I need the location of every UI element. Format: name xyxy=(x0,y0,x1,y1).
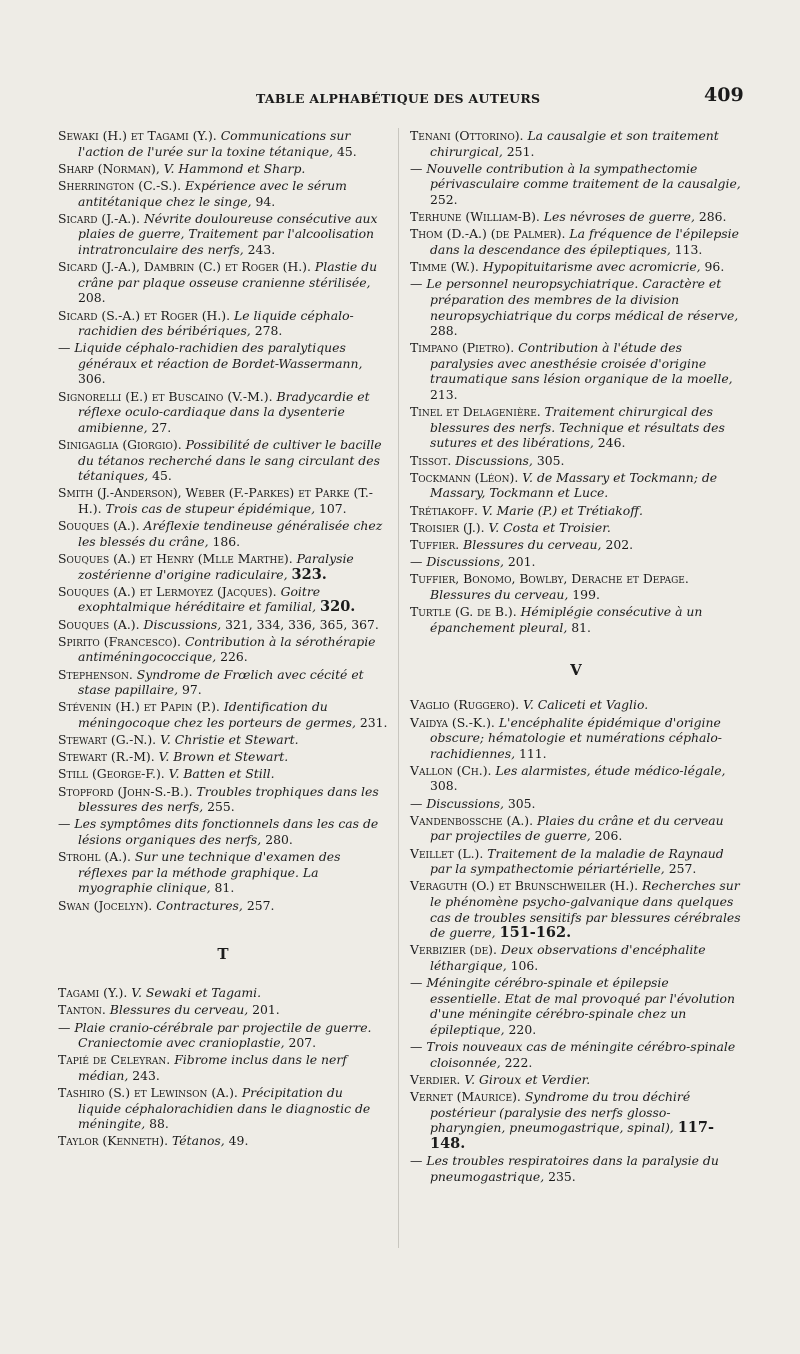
entry-title: La fréquence de l'épilepsie dans la descendance des épileptiques, xyxy=(430,226,739,257)
entry-title: Nouvelle contribution à la sympathectomie périvasculaire comme traitement de la causalgie, xyxy=(426,160,741,192)
index-entry xyxy=(58,1085,388,1132)
entry-title: Les névroses de guerre, xyxy=(543,209,695,225)
entry-author: Tissot. xyxy=(410,452,452,468)
index-entry xyxy=(410,571,742,602)
index-entry xyxy=(410,697,742,713)
entry-pages: 220. xyxy=(508,1021,537,1037)
entry-author: Thom (D.-A.) (de Palmer). xyxy=(410,226,566,242)
index-entry xyxy=(58,1133,388,1149)
index-entry xyxy=(410,276,742,338)
entry-title: Plastie du crâne par plaque osseuse cranienne stérilisée, xyxy=(78,259,378,290)
index-entry xyxy=(410,209,742,225)
entry-pages: 308. xyxy=(430,778,458,794)
index-entry xyxy=(58,699,388,730)
entry-pages: 226. xyxy=(220,649,248,665)
entry-title: Contribution à l'étude des paralysies avec anesthésie croisée d'origine traumatique sans lésion organique de la moelle, xyxy=(430,340,733,387)
entry-title: Aréflexie tendineuse généralisée chez les blessés du crâne, xyxy=(78,518,383,549)
index-entry xyxy=(410,1039,742,1070)
entry-author: Still (George-F.). xyxy=(58,766,165,782)
entry-pages: 206. xyxy=(594,828,623,844)
entry-title: Les troubles respiratoires dans la paralysie du pneumogastrique, xyxy=(426,1153,719,1184)
entry-title: Bradycardie et réflexe oculo-cardiaque dans la dysenterie amibienne, xyxy=(78,388,370,435)
entry-pages: 201. xyxy=(252,1002,280,1018)
entry-title: Goitre exophtalmique héréditaire et familial, xyxy=(78,583,321,615)
running-title: TABLE ALPHABÉTIQUE DES AUTEURS xyxy=(256,91,541,106)
entry-title: V. Costa et Troisier. xyxy=(488,519,611,535)
index-entry xyxy=(410,520,742,536)
entry-pages: 243. xyxy=(132,1067,160,1083)
index-entry xyxy=(58,437,388,484)
entry-title: Les alarmistes, étude médico-légale, xyxy=(495,762,726,778)
entry-author: — xyxy=(410,1039,423,1055)
entry-title: Plaies du crâne et du cerveau par projectiles de guerre, xyxy=(430,812,724,844)
entry-author: Sinigaglia (Giorgio). xyxy=(58,437,182,453)
entry-title: V. Marie (P.) et Trétiakoff. xyxy=(481,502,643,518)
index-entry xyxy=(410,715,742,762)
entry-pages: 257. xyxy=(668,861,697,877)
entry-pages: 186. xyxy=(212,533,241,549)
entry-title: Sur une technique d'examen des réflexes par la méthode graphique. La myographie clinique, xyxy=(78,849,341,896)
entry-pages: 81. xyxy=(571,619,591,635)
entry-title: Le liquide céphalo-rachidien des béribériques, xyxy=(78,307,354,339)
index-entry xyxy=(410,1089,742,1151)
index-entry xyxy=(58,634,388,665)
entry-title: Fibrome inclus dans le nerf médian, xyxy=(78,1052,347,1083)
index-entry xyxy=(58,1002,388,1018)
index-entry xyxy=(410,604,742,635)
entry-title: Troubles trophiques dans les blessures des nerfs, xyxy=(78,783,379,815)
entry-author: Timme (W.). xyxy=(410,259,479,275)
entry-author: — xyxy=(410,554,423,570)
entry-author: Stephenson. xyxy=(58,666,133,682)
entry-title: V. Sewaki et Tagami. xyxy=(131,985,262,1001)
entry-title: Le personnel neuropsychiatrique. Caractère et préparation des membres de la division neuropsychiatrique du corps médical de réserve, xyxy=(426,276,739,323)
entry-title: Syndrome de Frœlich avec cécité et stase papillaire, xyxy=(78,666,364,698)
entry-pages: 49. xyxy=(228,1133,249,1149)
entry-pages: 222. xyxy=(504,1054,533,1070)
entry-author: Souques (A.). xyxy=(58,616,140,632)
page-number: 409 xyxy=(704,84,744,106)
index-entry xyxy=(410,942,742,973)
entry-author: Troisier (J.). xyxy=(410,519,485,535)
entry-author: Taylor (Kenneth). xyxy=(58,1133,169,1149)
entry-author: Tockmann (Léon). xyxy=(410,469,519,485)
index-entry xyxy=(58,340,388,387)
entry-author: — xyxy=(410,795,423,811)
entries-t xyxy=(58,985,388,1149)
entry-title: Tétanos, xyxy=(171,1133,225,1149)
entry-pages: 27. xyxy=(151,419,172,435)
entry-title: V. Christie et Stewart. xyxy=(160,732,299,748)
entry-pages: 45. xyxy=(152,468,172,484)
entry-pages: 207. xyxy=(288,1035,317,1051)
entries-s xyxy=(58,128,388,913)
entry-pages: 88. xyxy=(149,1116,169,1132)
entry-author: Tenani (Ottorino). xyxy=(410,128,524,143)
entry-title: Plaie cranio-cérébrale par projectile de guerre. Craniectomie avec cranioplastie, xyxy=(74,1019,372,1051)
entry-title: V. Hammond et Sharp. xyxy=(163,160,306,176)
right-column xyxy=(410,128,742,1186)
index-entry xyxy=(58,985,388,1001)
index-entry xyxy=(410,226,742,257)
index-entry xyxy=(58,898,388,914)
section-letter-v: V xyxy=(570,661,582,680)
entry-author: Souques (A.) et Lermoyez (Jacques). xyxy=(58,583,277,599)
entry-author: Signorelli (E.) et Buscaino (V.-M.). xyxy=(58,388,273,404)
entry-author: Sherrington (C.-S.). xyxy=(58,177,182,193)
section-letter-t: T xyxy=(217,945,229,964)
entry-pages: 199. xyxy=(572,586,600,602)
entry-pages-bold: 151-162. xyxy=(499,924,572,942)
entry-title: Paralysie zostérienne d'origine radiculaire, xyxy=(78,550,354,582)
entry-pages: 278. xyxy=(254,323,283,339)
entry-author: Vaglio (Ruggero). xyxy=(410,697,520,713)
entry-title: Hémiplégie consécutive à un épanchement pleural, xyxy=(430,604,703,635)
index-entry xyxy=(410,554,742,570)
entry-pages: 243. xyxy=(247,241,276,257)
entry-author: Veillet (L.). xyxy=(410,845,484,861)
entry-pages: 321, 334, 336, 365, 367. xyxy=(225,616,379,632)
entry-author: Terhune (William-B). xyxy=(410,209,540,225)
entry-title: V. Giroux et Verdier. xyxy=(464,1071,591,1087)
entry-author: Tapié de Celeyran. xyxy=(58,1052,171,1068)
entry-title: Expérience avec le sérum antitétanique chez le singe, xyxy=(78,177,347,209)
entry-pages: 208. xyxy=(78,290,106,306)
index-entry xyxy=(410,404,742,451)
entry-pages: 252. xyxy=(430,191,458,207)
entry-title: L'encéphalite épidémique d'origine obscure; hématologie et numérations céphalo-rachidiennes, xyxy=(430,714,722,761)
entry-author: Sharp (Norman), xyxy=(58,160,160,176)
entry-pages: 257. xyxy=(246,897,275,913)
index-entry xyxy=(58,161,388,177)
entry-title: Discussions, xyxy=(143,616,222,632)
index-entry xyxy=(410,975,742,1037)
column-divider xyxy=(398,128,399,1248)
index-entry xyxy=(58,551,388,582)
entry-pages: 97. xyxy=(182,682,202,698)
entry-pages: 113. xyxy=(674,241,703,257)
entry-title: V. de Massary et Tockmann; de Massary, Tockmann et Luce. xyxy=(430,469,718,501)
entry-title: Blessures du cerveau, xyxy=(430,586,569,602)
index-entry xyxy=(58,211,388,258)
entry-author: — xyxy=(58,1019,71,1035)
index-entry xyxy=(410,537,742,553)
entry-author: — xyxy=(410,975,423,991)
index-entry xyxy=(58,617,388,633)
entry-author: Souques (A.) et Henry (Mlle Marthe). xyxy=(58,550,293,566)
entry-pages: 235. xyxy=(548,1168,576,1184)
entry-author: Vaidya (S.-K.). xyxy=(410,714,495,730)
entry-pages: 94. xyxy=(255,193,276,209)
entry-author: Verbizier (de). xyxy=(410,942,497,958)
entry-author: — xyxy=(410,1153,423,1169)
entry-title: Liquide céphalo-rachidien des paralytiques généraux et réaction de Bordet-Wassermann, xyxy=(74,340,363,371)
entry-pages: 286. xyxy=(698,209,727,225)
entry-author: Tanton. xyxy=(58,1002,106,1018)
index-entry xyxy=(58,1052,388,1083)
entry-title: Traitement de la maladie de Raynaud par la sympathectomie périartérielle, xyxy=(430,845,724,877)
entry-pages: 106. xyxy=(510,957,539,973)
entry-title: Précipitation du liquide céphalorachidien dans le diagnostic de méningite, xyxy=(78,1085,371,1132)
entry-pages-bold: 320. xyxy=(320,598,356,616)
entry-author: Swan (Jocelyn). xyxy=(58,897,153,913)
entry-title: Contribution à la sérothérapie antiméningococcique, xyxy=(78,633,376,665)
entry-title: Névrite douloureuse consécutive aux plaies de guerre, Traitement par l'alcoolisation intratronculaire des nerfs, xyxy=(78,210,378,257)
entry-author: Trétiakoff. xyxy=(410,502,478,518)
entry-author: — xyxy=(410,276,423,292)
entry-title: Traitement chirurgical des blessures des nerfs. Technique et résultats des sutures et des libérations, xyxy=(430,404,725,451)
entry-pages-bold: 323. xyxy=(291,565,327,583)
entry-title: Identification du méningocoque chez les porteurs de germes, xyxy=(78,699,356,730)
entry-author: Tuffier. xyxy=(410,536,460,552)
entry-author: Souques (A.). xyxy=(58,518,140,534)
index-entry xyxy=(410,813,742,844)
entry-author: Stévenin (H.) et Papin (P.). xyxy=(58,699,220,715)
entry-author: Tagami (Y.). xyxy=(58,985,128,1001)
entry-title: Possibilité de cultiver le bacille du tétanos recherché dans le sang circulant des tétaniques, xyxy=(78,437,382,484)
index-entry xyxy=(58,389,388,436)
entry-title: Les symptômes dits fonctionnels dans les cas de lésions organiques des nerfs, xyxy=(74,816,379,847)
index-entry xyxy=(58,849,388,896)
entry-pages: 251. xyxy=(506,143,535,159)
entry-pages: 288. xyxy=(430,323,458,339)
entry-title: V. Caliceti et Vaglio. xyxy=(523,697,649,713)
entries-t-continued xyxy=(410,128,742,635)
entry-title: La causalgie et son traitement chirurgical, xyxy=(430,128,719,159)
entry-author: Sewaki (H.) et Tagami (Y.). xyxy=(58,128,217,143)
index-entry xyxy=(410,878,742,940)
entry-title: Contractures, xyxy=(156,897,243,913)
entry-title: Communications sur l'action de l'urée sur la toxine tétanique, xyxy=(78,128,351,159)
entry-author: Verdier. xyxy=(410,1071,461,1087)
entry-author: Tashiro (S.) et Lewinson (A.). xyxy=(58,1085,238,1101)
entry-pages: 213. xyxy=(430,387,458,403)
index-entry xyxy=(58,732,388,748)
entry-author: Tinel et Delagenière. xyxy=(410,404,541,420)
entry-pages: 81. xyxy=(214,880,235,896)
entry-title: Discussions, xyxy=(455,452,533,468)
entry-author: Sicard (S.-A.) et Roger (H.). xyxy=(58,307,231,323)
left-column xyxy=(58,128,388,1151)
entry-author: Veraguth (O.) et Brunschweiler (H.). xyxy=(410,878,639,894)
index-entry xyxy=(410,1153,742,1184)
entry-author: Vallon (Ch.). xyxy=(410,762,492,778)
entry-title: Blessures du cerveau, xyxy=(109,1002,249,1018)
entry-author: Spirito (Francesco). xyxy=(58,633,181,649)
index-entry xyxy=(58,259,388,306)
entry-author: Turtle (G. de B.). xyxy=(410,604,517,620)
index-entry xyxy=(410,161,742,208)
entry-author: Vernet (Maurice). xyxy=(410,1089,521,1105)
entry-pages: 111. xyxy=(518,745,547,761)
entry-author: — xyxy=(58,816,71,832)
entry-title: Blessures du cerveau, xyxy=(463,536,602,552)
index-entry xyxy=(410,846,742,877)
index-entry xyxy=(58,128,388,159)
entry-pages: 201. xyxy=(507,554,536,570)
entry-pages: 305. xyxy=(507,795,536,811)
entry-author: Vandenbossche (A.). xyxy=(410,812,534,828)
entry-pages: 280. xyxy=(265,832,293,847)
entry-pages: 231. xyxy=(359,714,388,730)
entry-author: Stewart (R.-M). xyxy=(58,749,155,765)
index-entry xyxy=(58,178,388,209)
index-entry xyxy=(58,784,388,815)
entry-title: Hypopituitarisme avec acromicrie, xyxy=(482,259,701,275)
entry-title: Discussions, xyxy=(426,795,504,811)
entry-author: Smith (J.-Anderson), Weber (F.-Parkes) et Parke (T.-H.). xyxy=(58,485,373,516)
index-entry xyxy=(410,259,742,275)
index-entry xyxy=(410,1072,742,1088)
index-entry xyxy=(58,308,388,339)
entry-pages: 305. xyxy=(536,452,565,468)
entry-author: Stopford (John-S.-B.). xyxy=(58,783,193,799)
entry-title: Trois nouveaux cas de méningite cérébro-spinale cloisonnée, xyxy=(426,1039,736,1070)
index-entry xyxy=(410,796,742,812)
entry-pages: 202. xyxy=(605,536,634,552)
entry-author: Sicard (J.-A.). xyxy=(58,210,140,226)
entry-pages: 107. xyxy=(318,501,347,516)
entry-pages: 246. xyxy=(597,435,626,451)
index-entry xyxy=(58,816,388,847)
entry-author: Sicard (J.-A.), Dambrin (C.) et Roger (H.). xyxy=(58,259,311,275)
index-entry xyxy=(58,667,388,698)
entry-author: Stewart (G.-N.). xyxy=(58,732,157,748)
entry-title: Recherches sur le phénomène psycho-galvanique dans quelques cas de troubles sensitifs par blessures cérébrales de guerre, xyxy=(430,878,741,941)
entry-pages-bold: 117-148. xyxy=(430,1119,714,1152)
index-entry xyxy=(58,1020,388,1051)
entry-title: Deux observations d'encéphalite léthargique, xyxy=(430,942,706,973)
index-entry xyxy=(410,128,742,159)
entry-author: Timpano (Pietro). xyxy=(410,340,515,356)
index-entry xyxy=(58,485,388,516)
entry-title: Trois cas de stupeur épidémique, xyxy=(105,501,316,516)
entry-pages: 255. xyxy=(207,799,235,815)
entries-v xyxy=(410,697,742,1184)
index-entry xyxy=(58,518,388,549)
entry-title: V. Brown et Stewart. xyxy=(158,749,289,765)
entry-title: V. Batten et Still. xyxy=(168,766,275,782)
entry-author: — xyxy=(410,160,423,176)
index-entry xyxy=(58,584,388,615)
index-entry xyxy=(410,453,742,469)
entry-pages: 306. xyxy=(78,371,106,387)
index-entry xyxy=(410,340,742,402)
index-entry xyxy=(410,503,742,519)
index-entry xyxy=(58,766,388,782)
entry-title: Méningite cérébro-spinale et épilepsie essentielle. Etat de mal provoqué par l'évolution d'une méningite cérébro-spinale chez un épileptique, xyxy=(426,975,735,1037)
index-entry xyxy=(410,470,742,501)
entry-author: Strohl (A.). xyxy=(58,849,131,865)
entry-author: — xyxy=(58,340,71,356)
index-entry xyxy=(58,749,388,765)
entry-title: Syndrome du trou déchiré postérieur (paralysie des nerfs glosso-pharyngien, pneumogastrique, spinal), xyxy=(430,1089,691,1136)
entry-title: Discussions, xyxy=(426,554,504,570)
entry-pages: 45. xyxy=(336,143,357,159)
entry-pages: 96. xyxy=(704,259,725,275)
entry-author: Tuffier, Bonomo, Bowlby, Derache et Depage. xyxy=(410,571,689,587)
index-entry xyxy=(410,763,742,794)
